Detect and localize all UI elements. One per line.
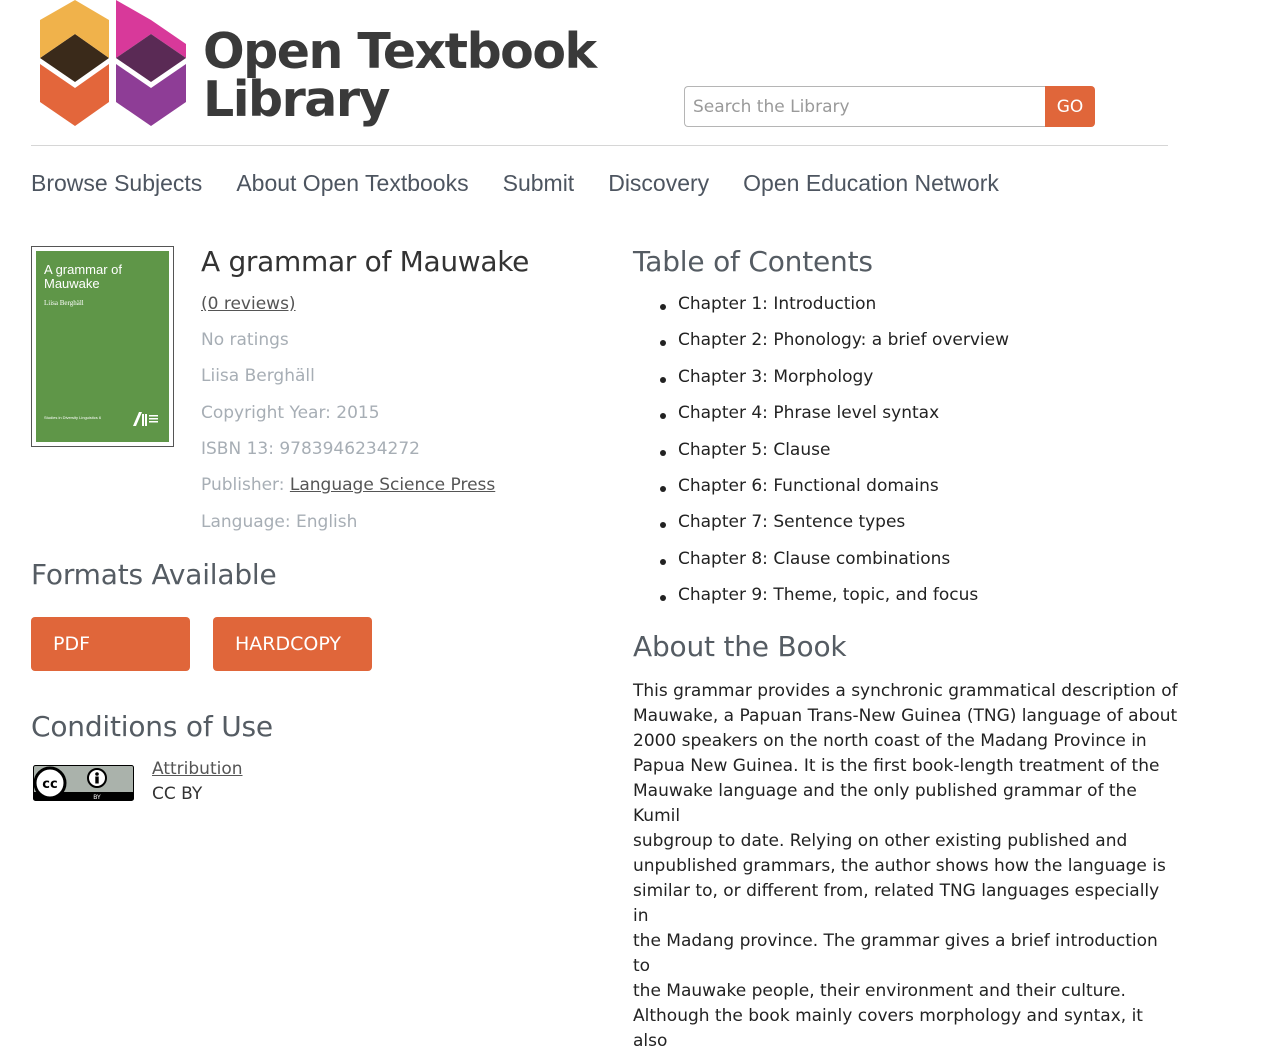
- publisher-label: Publisher:: [201, 475, 290, 495]
- nav-submit[interactable]: Submit: [502, 170, 575, 196]
- nav-about-open-textbooks[interactable]: About Open Textbooks: [236, 170, 469, 196]
- license-attribution-link[interactable]: Attribution: [152, 759, 243, 779]
- nav-browse-subjects[interactable]: Browse Subjects: [31, 170, 203, 196]
- pdf-format-button[interactable]: PDF: [31, 617, 190, 671]
- book-cover[interactable]: [31, 246, 174, 447]
- copyright-text: Copyright Year: 2015: [201, 403, 380, 423]
- about-line: the Mauwake people, their environment and their culture.: [633, 981, 1126, 1001]
- about-line: subgroup to date. Relying on other existing published and: [633, 831, 1128, 851]
- brand-line-1: Open Textbook: [203, 23, 596, 80]
- cc-by-license-icon[interactable]: [33, 765, 134, 801]
- about-line: Mauwake, a Papuan Trans-New Guinea (TNG) language of about: [633, 706, 1178, 726]
- publisher-row: [201, 475, 495, 495]
- about-line: This grammar provides a synchronic grammatical description of: [633, 681, 1178, 701]
- toc-item: Chapter 1: Introduction: [660, 294, 1009, 330]
- search-go-button[interactable]: GO: [1045, 86, 1095, 127]
- author-text: Liisa Berghäll: [201, 366, 315, 386]
- cover-author: Liisa Berghäll: [44, 299, 84, 307]
- about-line: unpublished grammars, the author shows how the language is: [633, 856, 1166, 876]
- search-input[interactable]: [684, 86, 1045, 127]
- nav-open-education-network[interactable]: Open Education Network: [743, 170, 999, 196]
- site-brand[interactable]: [203, 23, 596, 128]
- search-bar: [684, 86, 1095, 127]
- publisher-link[interactable]: Language Science Press: [289, 475, 496, 495]
- book-title: A grammar of Mauwake: [201, 245, 530, 278]
- toc-list: [660, 294, 1009, 622]
- toc-item: Chapter 2: Phonology: a brief overview: [660, 330, 1009, 366]
- about-line: similar to, or different from, related TNG languages especially in: [633, 881, 1160, 926]
- brand-line-2: Library: [203, 71, 389, 128]
- nav-discovery[interactable]: Discovery: [608, 170, 710, 196]
- toc-item: Chapter 4: Phrase level syntax: [660, 403, 1009, 439]
- toc-item: Chapter 3: Morphology: [660, 367, 1009, 403]
- conditions-heading: Conditions of Use: [31, 710, 273, 743]
- toc-item: Chapter 9: Theme, topic, and focus: [660, 585, 1009, 621]
- main-nav: [31, 170, 1033, 197]
- cover-title: A grammar of Mauwake: [44, 262, 123, 291]
- ratings-text: No ratings: [201, 330, 289, 350]
- about-heading: About the Book: [633, 630, 847, 663]
- book-cover-art: [36, 251, 169, 442]
- formats-heading: Formats Available: [31, 558, 277, 591]
- about-line: 2000 speakers on the north coast of the Madang Province in: [633, 731, 1147, 751]
- about-line: Although the book mainly covers morphology and syntax, it also: [633, 1006, 1143, 1051]
- open-textbook-library-logo-icon[interactable]: [40, 0, 190, 126]
- svg-text:BY: BY: [93, 794, 101, 801]
- cover-series: Studies in Diversity Linguistics 6: [44, 415, 102, 420]
- hardcopy-format-button[interactable]: HARDCOPY: [213, 617, 372, 671]
- about-line: Papua New Guinea. It is the first book-length treatment of the: [633, 756, 1160, 776]
- header-divider: [31, 145, 1168, 146]
- toc-heading: Table of Contents: [633, 245, 873, 278]
- publisher-mark-icon: [133, 412, 159, 426]
- toc-item: Chapter 5: Clause: [660, 440, 1009, 476]
- about-line: the Madang province. The grammar gives a brief introduction to: [633, 931, 1158, 976]
- about-description: [633, 679, 1178, 1054]
- reviews-link[interactable]: (0 reviews): [201, 294, 296, 314]
- toc-item: Chapter 7: Sentence types: [660, 512, 1009, 548]
- svg-text:cc: cc: [42, 777, 58, 792]
- toc-item: Chapter 6: Functional domains: [660, 476, 1009, 512]
- isbn-text: ISBN 13: 9783946234272: [201, 439, 420, 459]
- about-line: Mauwake language and the only published grammar of the Kumil: [633, 781, 1137, 826]
- toc-item: Chapter 8: Clause combinations: [660, 549, 1009, 585]
- license-code: CC BY: [152, 784, 203, 804]
- language-text: Language: English: [201, 512, 358, 532]
